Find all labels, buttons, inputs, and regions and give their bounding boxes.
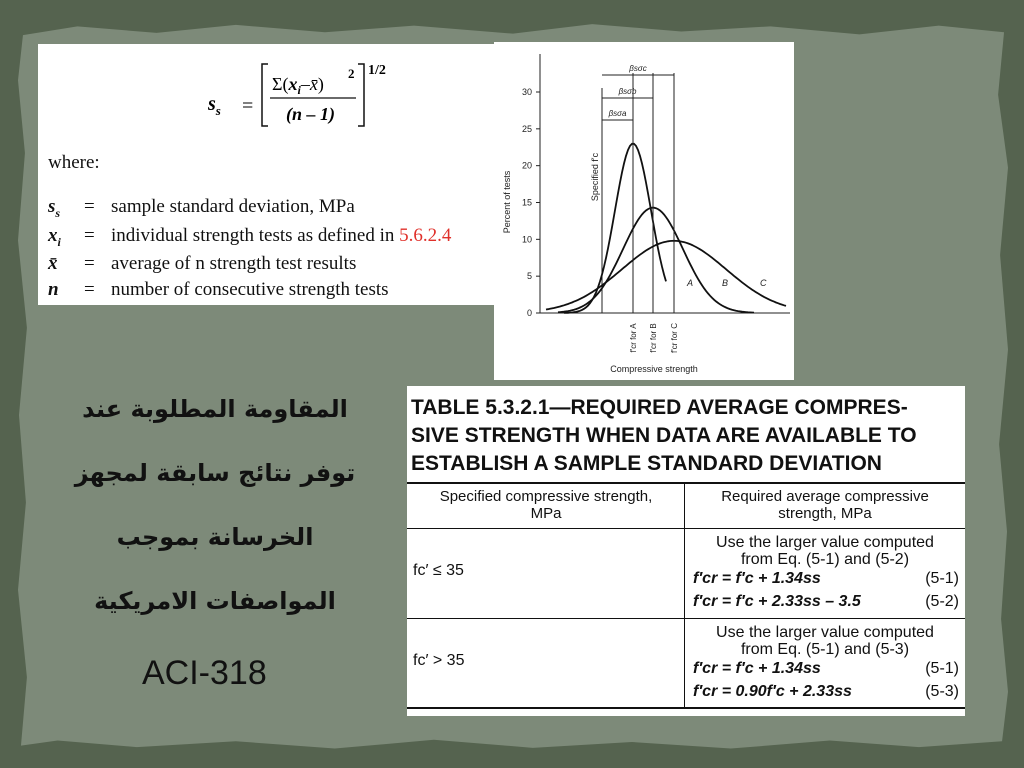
y-tick-label: 10 (521, 234, 532, 245)
aci-code-label: ACI-318 (142, 654, 267, 692)
definition-symbol: $s_s$ (48, 196, 61, 220)
definition-text: individual strength tests as defined in 5.6.2.4 (111, 225, 452, 246)
y-axis-label: Percent of tests (502, 170, 512, 234)
equation-formula: f′cr = 0.90f′c + 2.33ss (693, 683, 852, 700)
table-title-line: ESTABLISH A SAMPLE STANDARD DEVIATION (411, 452, 882, 475)
definition-equals: = (84, 196, 95, 217)
table-rule (407, 707, 965, 709)
definition-equals: = (84, 253, 95, 274)
table-title-line: SIVE STRENGTH WHEN DATA ARE AVAILABLE TO (411, 424, 917, 447)
std-deviation-formula (208, 60, 428, 130)
spread-label: βsσb (618, 87, 637, 96)
y-tick-label: 25 (521, 123, 532, 134)
curve-label-b: B (722, 278, 729, 288)
mean-label: f'cr for C (670, 323, 679, 353)
equation-formula: f′cr = f′c + 2.33ss – 3.5 (693, 593, 861, 610)
arabic-line: الخرسانة بموجب (116, 523, 314, 551)
spread-label: βsσa (608, 109, 627, 118)
y-tick-label: 30 (521, 87, 532, 97)
required-strength-table (407, 386, 965, 716)
y-tick-label: 5 (526, 271, 532, 282)
row-instruction: Use the larger value computed from Eq. (5-1) and (5-2) (716, 534, 934, 568)
mean-label: f'cr for A (629, 323, 638, 353)
distribution-chart (494, 42, 794, 380)
definition-text: number of consecutive strength tests (111, 279, 389, 300)
distribution-curve-c (546, 241, 786, 310)
formula-panel (38, 44, 498, 305)
distribution-curve-a (564, 144, 666, 313)
equation-formula: f′cr = f′c + 1.34ss (693, 570, 821, 587)
y-tick-label: 15 (521, 197, 532, 208)
table-title (411, 394, 963, 478)
table-column-divider (684, 482, 685, 708)
formula-denominator: (n – 1) (286, 104, 335, 124)
row-condition: fc′ ≤ 35 (413, 562, 464, 579)
arabic-line: المواصفات الامريكية (94, 587, 336, 615)
equation-formula: f′cr = f′c + 1.34ss (693, 660, 821, 677)
definition-text: average of n strength test results (111, 253, 357, 274)
equation-number: (5-1) (925, 570, 959, 587)
formula-power: 2 (348, 66, 355, 81)
arabic-line: توفر نتائج سابقة لمجهز (74, 459, 356, 487)
equation-number: (5-2) (925, 593, 959, 610)
table-rule (407, 618, 965, 619)
spread-label: βsσc (629, 64, 647, 73)
row-instruction: Use the larger value computed from Eq. (5-1) and (5-3) (716, 624, 934, 658)
right-bracket (358, 64, 364, 126)
formula-outer-power: 1/2 (368, 63, 386, 78)
specified-strength-label: Specified f'c (590, 152, 600, 202)
equation-number: (5-1) (925, 660, 959, 677)
definition-symbol: n (48, 279, 59, 300)
definition-equals: = (84, 225, 95, 246)
table-rule (407, 528, 965, 529)
where-label: where: (48, 152, 100, 173)
section-reference: 5.6.2.4 (399, 225, 452, 246)
x-axis-label: Compressive strength (610, 364, 698, 374)
arabic-caption (70, 384, 360, 640)
mean-label: f'cr for B (649, 323, 658, 353)
distribution-curve-b (558, 208, 754, 313)
equation-number: (5-3) (925, 683, 959, 700)
left-bracket (262, 64, 268, 126)
definition-symbol: $x_i$ (48, 225, 61, 249)
formula-lhs: $s_s$ (208, 93, 221, 118)
header-specified-strength: Specified compressive strength, MPa (439, 488, 653, 522)
definition-symbol: x̄ (48, 253, 58, 274)
formula-equals: = (242, 95, 254, 117)
definition-equals: = (84, 279, 95, 300)
arabic-line: المقاومة المطلوبة عند (82, 395, 348, 423)
y-tick-label: 0 (526, 308, 532, 318)
header-required-strength: Required average compressive strength, MPa (721, 488, 929, 522)
row-condition: fc′ > 35 (413, 652, 465, 669)
curve-label-c: C (760, 278, 767, 288)
formula-numerator: $\Sigma(x_i-x̄)$ (272, 74, 324, 97)
table-rule (407, 482, 965, 484)
table-title-line: TABLE 5.3.2.1—REQUIRED AVERAGE COMPRES- (411, 396, 908, 419)
y-tick-label: 20 (521, 160, 532, 171)
definition-text: sample standard deviation, MPa (111, 196, 355, 217)
curve-label-a: A (687, 278, 694, 288)
distribution-chart-panel (494, 42, 794, 380)
